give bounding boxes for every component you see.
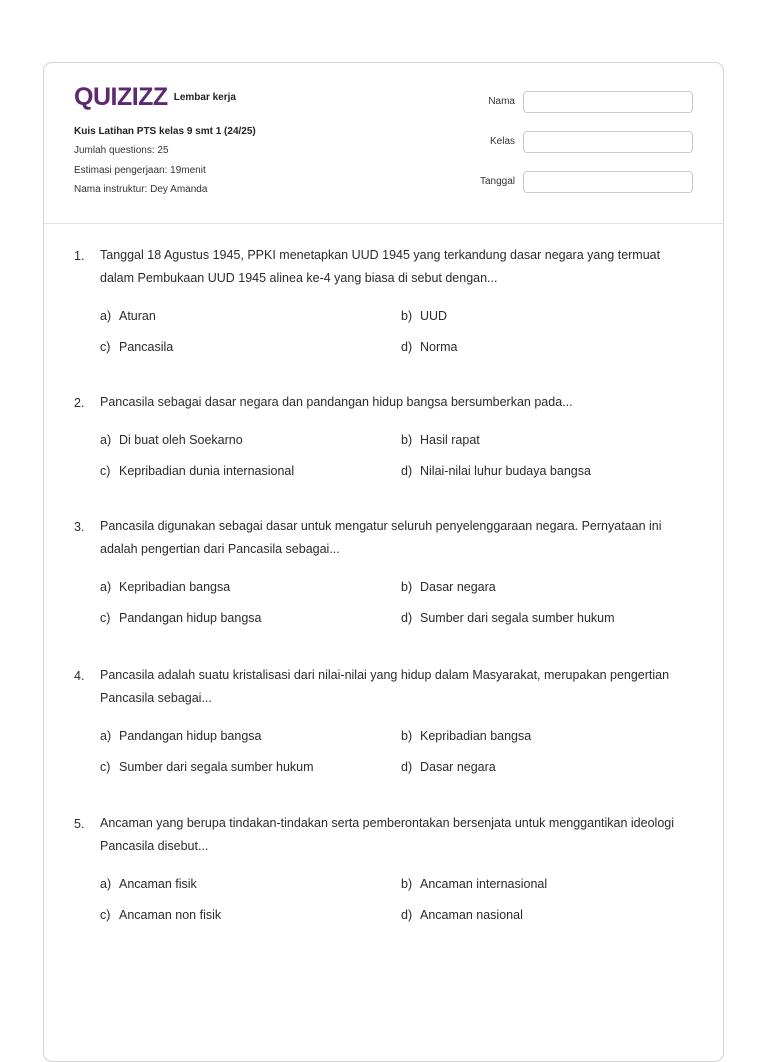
option-d[interactable] — [401, 464, 591, 478]
option-c[interactable] — [100, 340, 173, 354]
option-a[interactable] — [100, 433, 243, 447]
question-number: 4. — [74, 669, 85, 683]
question-line: Pancasila disebut... — [100, 839, 209, 853]
option-text: Di buat oleh Soekarno — [119, 433, 243, 447]
option-text: Nilai-nilai luhur budaya bangsa — [420, 464, 591, 478]
question-4 — [74, 668, 704, 774]
question-3 — [74, 519, 704, 625]
option-text: Sumber dari segala sumber hukum — [119, 760, 314, 774]
time-estimate: Estimasi pengerjaan: 19menit — [74, 165, 206, 176]
option-a[interactable] — [100, 580, 230, 594]
worksheet-header — [44, 63, 723, 224]
nama-field[interactable] — [523, 91, 693, 113]
option-text: Kepribadian dunia internasional — [119, 464, 295, 478]
option-letter: a) — [100, 433, 112, 447]
option-b[interactable] — [401, 877, 547, 891]
option-c[interactable] — [100, 760, 314, 774]
option-letter: b) — [401, 729, 413, 743]
question-5 — [74, 816, 704, 922]
tanggal-field[interactable] — [523, 171, 693, 193]
option-letter: c) — [100, 340, 111, 354]
option-text: Norma — [420, 340, 458, 354]
question-1 — [74, 248, 704, 354]
tanggal-label: Tanggal — [479, 176, 515, 187]
option-letter: b) — [401, 309, 413, 323]
quiz-title: Kuis Latihan PTS kelas 9 smt 1 (24/25) — [74, 126, 256, 137]
option-text: Ancaman nasional — [420, 908, 523, 922]
option-letter: d) — [401, 908, 413, 922]
question-line: Tanggal 18 Agustus 1945, PPKI menetapkan UUD 1945 yang terkandung dasar negara yang termuat — [100, 248, 661, 262]
question-line: Pancasila adalah suatu kristalisasi dari nilai-nilai yang hidup dalam Masyarakat, merupakan pengertian — [100, 668, 670, 682]
option-text: Sumber dari segala sumber hukum — [420, 611, 615, 625]
question-number: 2. — [74, 396, 85, 410]
option-text: Aturan — [119, 309, 156, 323]
option-text: Ancaman fisik — [119, 877, 197, 891]
question-number: 1. — [74, 249, 85, 263]
brand — [74, 85, 236, 110]
kelas-field[interactable] — [523, 131, 693, 153]
instructor-name: Nama instruktur: Dey Amanda — [74, 184, 208, 195]
question-line: dalam Pembukaan UUD 1945 alinea ke-4 yang biasa di sebut dengan... — [100, 271, 498, 285]
option-letter: c) — [100, 611, 111, 625]
option-d[interactable] — [401, 611, 615, 625]
option-a[interactable] — [100, 877, 197, 891]
option-text: Pandangan hidup bangsa — [119, 611, 262, 625]
option-letter: b) — [401, 877, 413, 891]
option-letter: b) — [401, 433, 413, 447]
option-letter: c) — [100, 760, 111, 774]
option-letter: d) — [401, 340, 413, 354]
option-text: Dasar negara — [420, 580, 496, 594]
kelas-label: Kelas — [489, 136, 515, 147]
option-c[interactable] — [100, 908, 221, 922]
option-letter: d) — [401, 611, 413, 625]
option-letter: a) — [100, 877, 112, 891]
option-letter: a) — [100, 309, 112, 323]
question-line: Pancasila digunakan sebagai dasar untuk mengatur seluruh penyelenggaraan negara. Pernyataan ini — [100, 519, 662, 533]
question-text — [100, 812, 704, 858]
question-text — [100, 664, 704, 710]
option-text: Hasil rapat — [420, 433, 480, 447]
option-text: Kepribadian bangsa — [420, 729, 532, 743]
nama-label: Nama — [488, 96, 515, 107]
option-d[interactable] — [401, 908, 523, 922]
option-letter: c) — [100, 464, 111, 478]
option-text: Dasar negara — [420, 760, 496, 774]
question-line: Pancasila sebagai... — [100, 691, 212, 705]
question-text — [100, 515, 704, 561]
option-b[interactable] — [401, 433, 480, 447]
option-b[interactable] — [401, 729, 531, 743]
option-text: Pandangan hidup bangsa — [119, 729, 262, 743]
option-a[interactable] — [100, 309, 156, 323]
option-d[interactable] — [401, 760, 496, 774]
option-letter: d) — [401, 464, 413, 478]
option-c[interactable] — [100, 611, 262, 625]
option-letter: c) — [100, 908, 111, 922]
option-b[interactable] — [401, 580, 496, 594]
option-text: Ancaman non fisik — [119, 908, 222, 922]
question-line: adalah pengertian dari Pancasila sebagai... — [100, 542, 340, 556]
question-2 — [74, 395, 704, 478]
option-text: UUD — [420, 309, 448, 323]
option-text: Pancasila — [119, 340, 174, 354]
question-number: 5. — [74, 817, 85, 831]
option-c[interactable] — [100, 464, 294, 478]
question-line: Ancaman yang berupa tindakan-tindakan serta pemberontakan bersenjata untuk menggantikan ideologi — [100, 816, 674, 830]
option-a[interactable] — [100, 729, 262, 743]
quizizz-logo: QUIZIZZ — [74, 83, 168, 111]
option-text: Kepribadian bangsa — [119, 580, 231, 594]
option-text: Ancaman internasional — [420, 877, 548, 891]
option-d[interactable] — [401, 340, 458, 354]
option-letter: a) — [100, 729, 112, 743]
worksheet-label: Lembar kerja — [173, 92, 236, 103]
option-letter: b) — [401, 580, 413, 594]
question-number: 3. — [74, 520, 85, 534]
question-text — [100, 244, 704, 290]
option-letter: d) — [401, 760, 413, 774]
questions-count: Jumlah questions: 25 — [74, 145, 169, 156]
question-line: Pancasila sebagai dasar negara dan pandangan hidup bangsa bersumberkan pada... — [100, 395, 573, 409]
option-b[interactable] — [401, 309, 447, 323]
question-text — [100, 391, 704, 414]
worksheet-card — [43, 62, 724, 1062]
option-letter: a) — [100, 580, 112, 594]
